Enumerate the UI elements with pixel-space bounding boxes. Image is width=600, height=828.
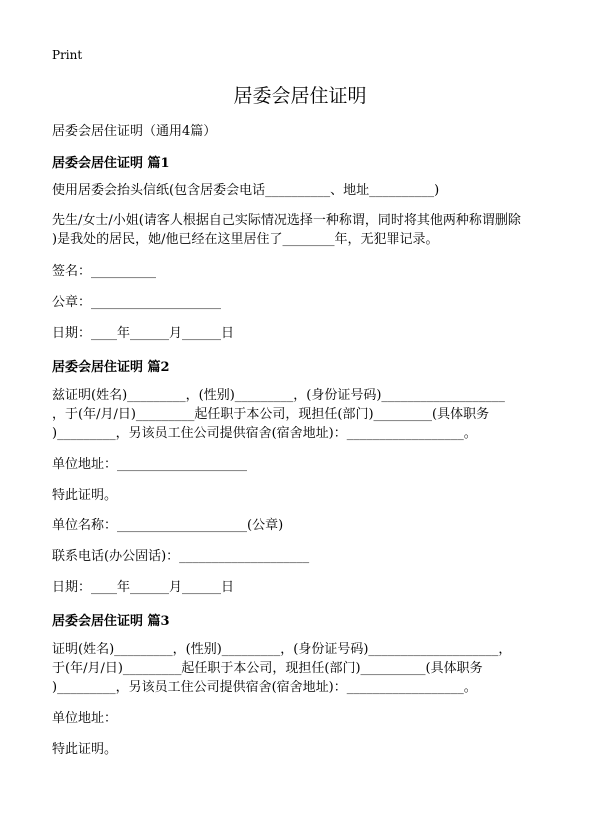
section-2-address: 单位地址：____________________ (52, 457, 248, 472)
section-2-phone: 联系电话(办公固话)：____________________ (52, 549, 310, 564)
section-1-line-2: 先生/女士/小姐(请客人根据自己实际情况选择一种称谓，同时将其他两种称谓删除 (52, 213, 521, 228)
section-2-line-3: )_________，另该员工住公司提供宿舍(宿舍地址)：__________________。 (52, 426, 477, 441)
section-1-line-1: 使用居委会抬头信纸(包含居委会电话__________、地址__________) (52, 183, 440, 198)
section-3-line-1: 证明(姓名)_________，(性别)_________，(身份证号码)____________________， (52, 642, 512, 657)
section-3-address: 单位地址： (52, 711, 118, 726)
section-2-date: 日期：____年______月______日 (52, 580, 235, 595)
section-1-signature: 签名：__________ (52, 264, 157, 279)
section-2-company: 单位名称：____________________(公章) (52, 518, 284, 533)
section-2-line-2: ，于(年/月/日)_________起任职于本公司，现担任(部门)_________(具体职务 (52, 407, 490, 422)
section-2-certify: 特此证明。 (52, 488, 118, 503)
section-2-line-1: 兹证明(姓名)_________，(性别)_________，(身份证号码)___________________ (52, 388, 505, 403)
section-3-certify: 特此证明。 (52, 742, 118, 757)
section-1-line-3: )是我处的居民，她/他已经在这里居住了________年，无犯罪记录。 (52, 232, 439, 247)
section-3-line-3: )_________，另该员工住公司提供宿舍(宿舍地址)：__________________。 (52, 680, 477, 695)
document-subtitle: 居委会居住证明（通用4篇） (52, 124, 217, 139)
print-link[interactable]: Print (52, 48, 83, 62)
section-1-heading: 居委会居住证明 篇1 (52, 156, 170, 171)
section-2-heading: 居委会居住证明 篇2 (52, 360, 170, 375)
section-1-date: 日期：____年______月______日 (52, 326, 235, 341)
section-3-heading: 居委会居住证明 篇3 (52, 614, 170, 629)
section-1-seal: 公章：____________________ (52, 295, 222, 310)
section-3-line-2: 于(年/月/日)_________起任职于本公司，现担任(部门)__________(具体职务 (52, 661, 483, 676)
document-title: 居委会居住证明 (233, 85, 367, 107)
